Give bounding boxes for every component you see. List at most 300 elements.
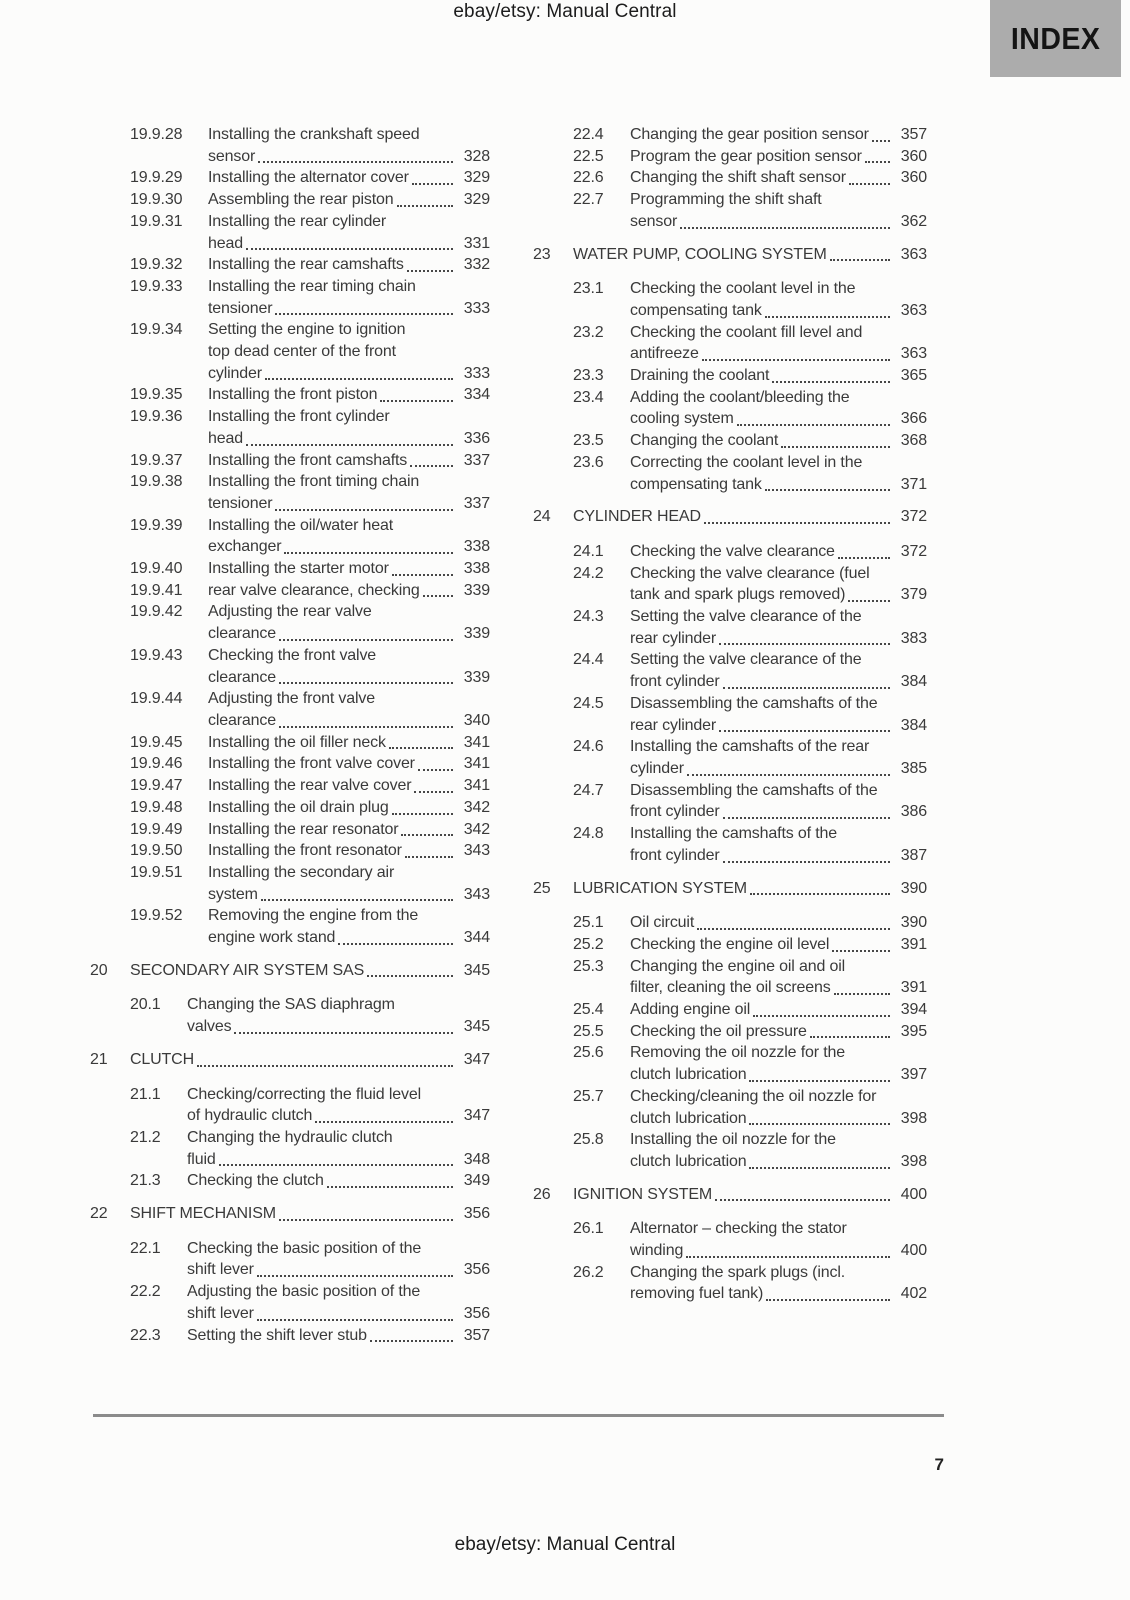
toc-entry-line [630, 1151, 927, 1173]
toc-entry-body [630, 956, 927, 999]
toc-entry-body [208, 688, 490, 731]
toc-entry-body [573, 1184, 927, 1206]
toc-entry-body [573, 244, 927, 266]
toc-entry-page-number: 349 [463, 1172, 490, 1190]
toc-entry-line [208, 276, 490, 298]
leader-dots [257, 1275, 453, 1277]
toc-entry-line [208, 471, 490, 493]
toc-entry-number: 26.1 [573, 1220, 604, 1238]
header-title: ebay/etsy: Manual Central [453, 1, 677, 22]
toc-entry-line [630, 736, 927, 758]
toc-entry-line [630, 1218, 927, 1240]
toc-chapter-entry [90, 1203, 490, 1225]
toc-entry-page-number: 363 [900, 345, 927, 363]
toc-entry-body [573, 878, 927, 900]
toc-entry-page-number: 337 [463, 494, 490, 512]
toc-entry [533, 322, 927, 365]
toc-entry-number: 19.9.35 [130, 386, 183, 404]
toc-entry-title-text: Installing the alternator cover [208, 169, 409, 187]
toc-entry-number: 19.9.46 [130, 755, 183, 773]
toc-entry-number: 19.9.29 [130, 169, 183, 187]
toc-entry-number: 19.9.50 [130, 842, 183, 860]
toc-entry-line [630, 452, 927, 474]
toc-entry-line [208, 211, 490, 233]
toc-entry-line [208, 167, 490, 189]
toc-entry-line [208, 927, 490, 949]
toc-entry [90, 124, 490, 167]
toc-column-left [90, 124, 490, 1346]
toc-entry-line [630, 1021, 927, 1043]
toc-entry-line [630, 845, 927, 867]
toc-entry-title-text: Disassembling the camshafts of the [630, 694, 878, 712]
toc-entry-title-text: Checking/cleaning the oil nozzle for [630, 1087, 877, 1105]
toc-entry [533, 999, 927, 1021]
toc-entry-line [208, 688, 490, 710]
toc-entry-page-number: 384 [900, 716, 927, 734]
toc-entry-body [630, 278, 927, 321]
toc-entry-title-text: Installing the front camshafts [208, 451, 408, 469]
toc-entry-page-number: 362 [900, 212, 927, 230]
toc-entry-page-number: 339 [463, 668, 490, 686]
toc-entry-number: 19.9.39 [130, 516, 183, 534]
toc-entry-title-text: sensor [208, 147, 256, 165]
toc-entry-page-number: 363 [900, 301, 927, 319]
toc-entry-body [208, 601, 490, 644]
toc-entry-line [630, 999, 927, 1021]
toc-chapter-entry [533, 1184, 927, 1206]
toc-entry-body [630, 1042, 927, 1085]
toc-entry-title-text: Setting the shift lever stub [187, 1326, 367, 1344]
toc-entry-title-text: rear valve clearance, checking [208, 581, 420, 599]
toc-entry-line [208, 645, 490, 667]
toc-entry-line [187, 1149, 490, 1171]
leader-dots [737, 424, 890, 426]
toc-entry-page-number: 390 [900, 914, 927, 932]
toc-entry-title-text: Changing the shift shaft sensor [630, 169, 846, 187]
toc-entry-title-text: Correcting the coolant level in the [630, 453, 863, 471]
toc-column-right [533, 124, 927, 1346]
toc-entry-number: 22.1 [130, 1239, 161, 1257]
leader-dots [697, 928, 890, 930]
toc-entry [533, 146, 927, 168]
toc-entry-title-text: SHIFT MECHANISM [130, 1205, 276, 1223]
toc-entry-body [630, 823, 927, 866]
leader-dots [723, 861, 891, 863]
toc-entry-title-text: Programming the shift shaft [630, 191, 822, 209]
toc-entry-page-number: 391 [900, 979, 927, 997]
toc-entry-line [630, 1042, 927, 1064]
toc-entry-line [630, 801, 927, 823]
leader-dots [749, 1167, 890, 1169]
toc-entry [90, 994, 490, 1037]
toc-entry-title-text: Changing the SAS diaphragm [187, 996, 395, 1014]
leader-dots [872, 140, 890, 142]
toc-entry [533, 1021, 927, 1043]
toc-entry [533, 541, 927, 563]
toc-entry-title-text: tank and spark plugs removed) [630, 586, 846, 604]
toc-entry-line [208, 840, 490, 862]
toc-entry-line [630, 189, 927, 211]
toc-entry-line [130, 960, 490, 982]
leader-dots [830, 259, 890, 261]
toc-entry-page-number: 345 [463, 1018, 490, 1036]
toc-entry-title-text: sensor [630, 212, 678, 230]
toc-entry-title-text: Adjusting the basic position of the [187, 1283, 421, 1301]
toc-entry-page-number: 400 [900, 1185, 927, 1203]
toc-entry-line [630, 956, 927, 978]
leader-dots [723, 687, 891, 689]
toc-entry-line [573, 244, 927, 266]
toc-entry-body [187, 1084, 490, 1127]
toc-entry [90, 167, 490, 189]
toc-entry-title-text: clutch lubrication [630, 1109, 747, 1127]
leader-dots [772, 381, 890, 383]
toc-entry-title-text: Installing the rear resonator [208, 820, 399, 838]
toc-entry-line [187, 1016, 490, 1038]
toc-entry-title-text: Installing the rear camshafts [208, 256, 404, 274]
toc-entry-number: 19.9.41 [130, 581, 183, 599]
toc-entry-title-text: Checking the front valve [208, 646, 377, 664]
toc-entry-body [208, 775, 490, 797]
toc-entry-number: 24.2 [573, 564, 604, 582]
toc-entry-title-text: rear cylinder [630, 629, 717, 647]
toc-entry [533, 167, 927, 189]
toc-entry-title-text: Installing the rear cylinder [208, 212, 387, 230]
toc-entry-line [208, 710, 490, 732]
toc-entry-title-text: Installing the rear valve cover [208, 777, 412, 795]
toc-entry-body [208, 319, 490, 384]
toc-entry-line [630, 563, 927, 585]
toc-entry-title-text: Oil circuit [630, 914, 695, 932]
toc-entry-line [630, 758, 927, 780]
toc-entry-number: 19.9.45 [130, 733, 183, 751]
toc-entry-title-text: Checking the valve clearance [630, 542, 835, 560]
leader-dots [418, 769, 453, 771]
toc-entry-title-text: Checking/correcting the fluid level [187, 1085, 421, 1103]
toc-entry-title-text: Checking the basic position of the [187, 1239, 422, 1257]
leader-dots [327, 1186, 453, 1188]
toc-entry-page-number: 379 [900, 586, 927, 604]
toc-entry-number: 25.5 [573, 1022, 604, 1040]
toc-entry-title-text: IGNITION SYSTEM [573, 1185, 713, 1203]
leader-dots [838, 557, 890, 559]
toc-entry-page-number: 341 [463, 755, 490, 773]
toc-entry-title-text: Adding engine oil [630, 1001, 751, 1019]
toc-entry [90, 775, 490, 797]
toc-entry-page-number: 383 [900, 629, 927, 647]
leader-dots [412, 183, 453, 185]
toc-entry-body [208, 645, 490, 688]
toc-entry-line [630, 146, 927, 168]
toc-entry-line [208, 189, 490, 211]
toc-entry-body [208, 450, 490, 472]
toc-entry [90, 1127, 490, 1170]
toc-entry-body [630, 1086, 927, 1129]
toc-entry-page-number: 394 [900, 1001, 927, 1019]
leader-dots [370, 1340, 453, 1342]
footer-rule [93, 1414, 944, 1417]
toc-entry-body [630, 430, 927, 452]
leader-dots [397, 205, 453, 207]
toc-entry-line [573, 1184, 927, 1206]
toc-entry-number: 22.6 [573, 169, 604, 187]
toc-entry-page-number: 372 [900, 508, 927, 526]
leader-dots [261, 899, 453, 901]
toc-entry [90, 1325, 490, 1347]
toc-entry-number: 21.3 [130, 1172, 161, 1190]
leader-dots [279, 726, 453, 728]
toc-entry-line [187, 1281, 490, 1303]
leader-dots [246, 444, 453, 446]
toc-entry-line [630, 387, 927, 409]
toc-entry [90, 319, 490, 384]
toc-entry-line [573, 878, 927, 900]
toc-entry-page-number: 340 [463, 711, 490, 729]
toc-entry-number: 25.6 [573, 1044, 604, 1062]
toc-entry-number: 19.9.42 [130, 603, 183, 621]
toc-entry-line [208, 623, 490, 645]
toc-entry-body [630, 167, 927, 189]
toc-entry-title-text: antifreeze [630, 345, 699, 363]
toc-entry-line [630, 1086, 927, 1108]
toc-entry-number: 22.4 [573, 126, 604, 143]
toc-entry-title-text: clutch lubrication [630, 1152, 747, 1170]
toc-entry-page-number: 371 [900, 475, 927, 493]
toc-entry [90, 580, 490, 602]
toc-entry [90, 601, 490, 644]
toc-entry-title-text: exchanger [208, 538, 282, 556]
toc-entry-title-text: of hydraulic clutch [187, 1107, 313, 1125]
toc-chapter-entry [90, 960, 490, 982]
toc-entry-line [187, 1325, 490, 1347]
toc-entry-body [208, 819, 490, 841]
leader-dots [749, 1123, 890, 1125]
toc-entry-body [630, 1218, 927, 1261]
toc-entry-line [208, 884, 490, 906]
toc-entry-body [630, 999, 927, 1021]
leader-dots [723, 817, 891, 819]
toc-entry-body [187, 1325, 490, 1347]
toc-entry-body [130, 960, 490, 982]
toc-entry-page-number: 341 [463, 733, 490, 751]
toc-entry-number: 22 [90, 1205, 108, 1223]
toc-entry [533, 563, 927, 606]
leader-dots [405, 856, 453, 858]
toc-entry-line [630, 1129, 927, 1151]
leader-dots [753, 1015, 890, 1017]
toc-entry-body [630, 649, 927, 692]
toc-entry-body [130, 1049, 490, 1071]
toc-entry-title-text: top dead center of the front [208, 343, 396, 361]
toc-entry [533, 693, 927, 736]
toc-entry-line [187, 994, 490, 1016]
footer-title: ebay/etsy: Manual Central [454, 1534, 676, 1555]
toc-entry-number: 24.6 [573, 738, 604, 756]
toc-entry-page-number: 395 [900, 1022, 927, 1040]
toc-chapter-entry [533, 878, 927, 900]
toc-entry-line [208, 775, 490, 797]
toc-entry-page-number: 398 [900, 1152, 927, 1170]
toc-entry-number: 22.5 [573, 147, 604, 165]
toc-entry-title-text: Changing the gear position sensor [630, 126, 869, 143]
toc-entry [533, 956, 927, 999]
toc-entry-page-number: 342 [463, 798, 490, 816]
toc-entry-body [208, 124, 490, 167]
toc-entry-page-number: 339 [463, 581, 490, 599]
leader-dots [423, 595, 453, 597]
toc-entry-number: 25.7 [573, 1087, 604, 1105]
toc-entry-title-text: Checking the coolant fill level and [630, 323, 863, 341]
toc-entry-number: 19.9.38 [130, 473, 183, 491]
toc-entry-body [208, 276, 490, 319]
toc-entry-number: 19.9.40 [130, 560, 183, 578]
toc-entry-page-number: 397 [900, 1066, 927, 1084]
toc-entry-title-text: front cylinder [630, 803, 720, 821]
toc-entry-title-text: compensating tank [630, 301, 762, 319]
toc-entry-page-number: 338 [463, 538, 490, 556]
toc-entry-title-text: Changing the engine oil and oil [630, 957, 846, 975]
toc-entry-line [130, 1203, 490, 1225]
toc-entry-number: 24.1 [573, 542, 604, 560]
toc-entry-line [208, 146, 490, 168]
toc-entry-page-number: 356 [463, 1304, 490, 1322]
toc-entry-number: 19.9.48 [130, 798, 183, 816]
toc-entry-page-number: 343 [463, 885, 490, 903]
toc-entry-title-text: Removing the engine from the [208, 907, 419, 925]
toc-entry-title-text: clutch lubrication [630, 1066, 747, 1084]
leader-dots [719, 730, 890, 732]
toc-entry-line [630, 1108, 927, 1130]
toc-entry-body [208, 862, 490, 905]
toc-entry [533, 606, 927, 649]
table-of-contents [90, 124, 927, 1346]
toc-entry [90, 688, 490, 731]
toc-entry-number: 20.1 [130, 996, 161, 1014]
toc-entry-line [208, 819, 490, 841]
toc-entry-number: 19.9.43 [130, 646, 183, 664]
toc-entry-line [208, 515, 490, 537]
toc-entry-number: 25.1 [573, 914, 604, 932]
toc-entry-title-text: Installing the camshafts of the [630, 825, 838, 843]
toc-entry-title-text: Installing the front valve cover [208, 755, 415, 773]
toc-entry-title-text: Checking the engine oil level [630, 935, 830, 953]
index-tab [990, 0, 1121, 77]
toc-entry [533, 1042, 927, 1085]
leader-dots [197, 1065, 453, 1067]
leader-dots [279, 682, 453, 684]
toc-entry-number: 19.9.34 [130, 321, 183, 339]
toc-entry-page-number: 348 [463, 1150, 490, 1168]
toc-entry-number: 19.9.47 [130, 777, 183, 795]
toc-entry-line [208, 493, 490, 515]
toc-entry-line [187, 1170, 490, 1192]
toc-entry [533, 736, 927, 779]
toc-entry [90, 384, 490, 406]
toc-entry-line [630, 343, 927, 365]
toc-entry [533, 189, 927, 232]
toc-entry-line [208, 233, 490, 255]
toc-entry-line [630, 693, 927, 715]
toc-entry-title-text: Installing the rear timing chain [208, 277, 416, 295]
toc-entry-page-number: 338 [463, 560, 490, 578]
toc-entry-body [630, 606, 927, 649]
toc-entry-body [208, 515, 490, 558]
toc-entry-line [187, 1238, 490, 1260]
leader-dots [715, 1199, 890, 1201]
toc-entry-line [630, 430, 927, 452]
toc-entry-line [208, 667, 490, 689]
toc-entry-title-text: tensioner [208, 494, 273, 512]
toc-entry-number: 19.9.33 [130, 277, 183, 295]
toc-entry-title-text: Installing the oil nozzle for the [630, 1131, 836, 1149]
toc-entry-body [630, 124, 927, 146]
toc-entry-page-number: 384 [900, 673, 927, 691]
toc-entry-number: 22.7 [573, 191, 604, 209]
toc-entry-title-text: Adjusting the front valve [208, 690, 376, 708]
toc-entry-page-number: 337 [463, 451, 490, 469]
toc-entry-page-number: 344 [463, 929, 490, 947]
toc-entry [533, 387, 927, 430]
leader-dots [265, 378, 453, 380]
toc-entry-body [208, 797, 490, 819]
leader-dots [414, 791, 453, 793]
toc-entry-title-text: SECONDARY AIR SYSTEM SAS [130, 961, 365, 979]
toc-chapter-entry [533, 506, 927, 528]
leader-dots [765, 316, 890, 318]
toc-entry-page-number: 402 [900, 1285, 927, 1303]
toc-entry [90, 819, 490, 841]
toc-entry-page-number: 343 [463, 842, 490, 860]
toc-entry-number: 19.9.30 [130, 191, 183, 209]
toc-entry-line [208, 797, 490, 819]
leader-dots [686, 1256, 890, 1258]
toc-entry-page-number: 363 [900, 245, 927, 263]
toc-entry-number: 25.4 [573, 1001, 604, 1019]
toc-entry-body [208, 840, 490, 862]
toc-entry [533, 934, 927, 956]
toc-entry-body [630, 563, 927, 606]
toc-entry [90, 276, 490, 319]
toc-entry-title-text: Installing the crankshaft speed [208, 126, 420, 143]
toc-entry-title-text: Changing the spark plugs (incl. [630, 1263, 846, 1281]
leader-dots [401, 834, 453, 836]
toc-entry-body [630, 934, 927, 956]
toc-entry [90, 905, 490, 948]
toc-entry [90, 189, 490, 211]
leader-dots [367, 975, 453, 977]
toc-entry-body [208, 167, 490, 189]
toc-entry-number: 23.4 [573, 388, 604, 406]
toc-entry-number: 19.9.51 [130, 863, 183, 881]
toc-entry-body [630, 452, 927, 495]
toc-entry-title-text: Changing the coolant [630, 432, 779, 450]
leader-dots [749, 1080, 890, 1082]
toc-entry-page-number: 334 [463, 386, 490, 404]
toc-entry-page-number: 336 [463, 429, 490, 447]
toc-entry-body [208, 732, 490, 754]
toc-entry-body [208, 471, 490, 514]
toc-entry-title-text: cylinder [208, 364, 262, 382]
toc-entry-title-text: front cylinder [630, 673, 720, 691]
toc-entry-number: 19.9.52 [130, 907, 183, 925]
toc-entry-number: 23.5 [573, 432, 604, 450]
toc-entry-page-number: 328 [463, 147, 490, 165]
toc-entry-line [208, 319, 490, 341]
toc-entry-line [630, 300, 927, 322]
toc-entry-line [187, 1259, 490, 1281]
toc-entry-line [208, 732, 490, 754]
toc-entry-line [187, 1084, 490, 1106]
